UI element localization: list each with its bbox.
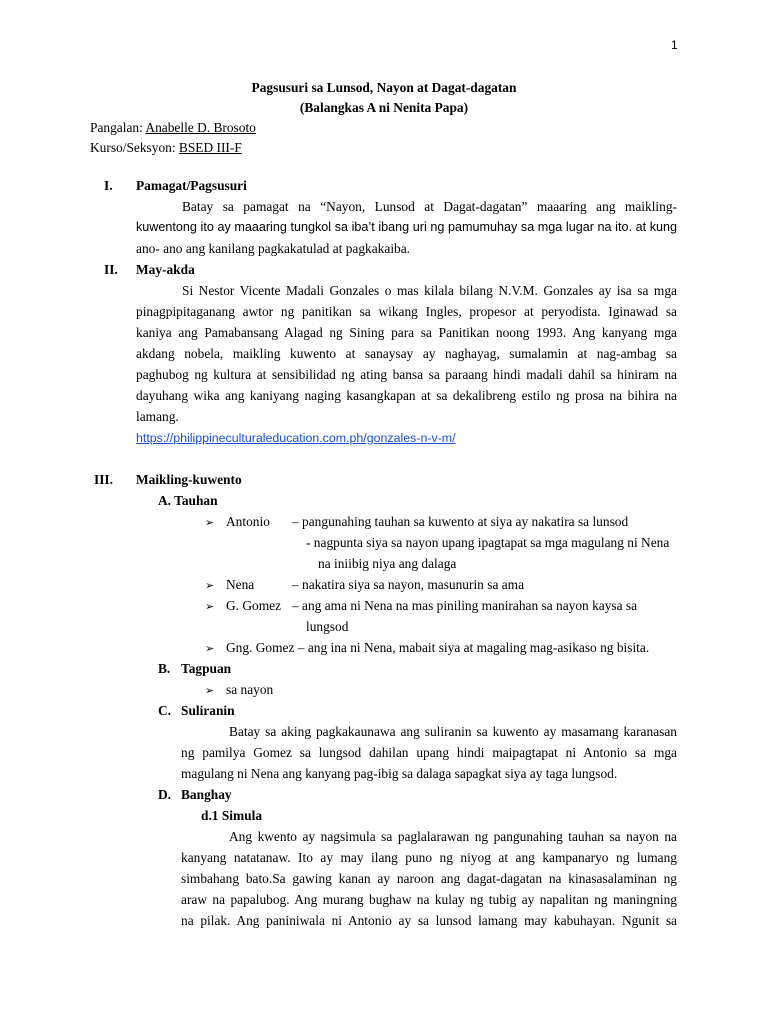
character-desc-antonio: - nagpunta siya sa nayon upang ipagtapat sa mga magulang ni Nena bbox=[306, 535, 670, 550]
section-2-text-line: Si Nestor Vicente Madali Gonzales o mas kilala bilang N.V.M. Gonzales ay isa sa mga bbox=[182, 283, 677, 298]
character-name-g-gomez: G. Gomez bbox=[226, 598, 282, 613]
character-desc-antonio: – pangunahing tauhan sa kuwento at siya ay nakatira sa lunsod bbox=[292, 514, 629, 529]
character-desc-antonio: na iniibig niya ang dalaga bbox=[318, 556, 457, 571]
section-1-text-line: ano- ano ang kanilang pagkakatulad at pagkakaiba. bbox=[136, 241, 411, 256]
subsection-c-text-line: Batay sa aking pagkakaunawa ang suliranin sa kuwento ay masamang karanasan bbox=[229, 724, 677, 739]
setting-item: sa nayon bbox=[226, 682, 274, 697]
character-desc-g-gomez: lungsod bbox=[306, 619, 349, 634]
subsection-d1-text-line: simbahang bato.Sa gawing kanan ay naroon ang dagat-dagatan na kinasasalaminan ng bbox=[181, 871, 677, 886]
course-label: Kurso/Seksyon: bbox=[90, 140, 179, 155]
section-2-numeral: II. bbox=[104, 262, 118, 277]
subsection-d1-text-line: araw na papalubog. Ang murang bughaw na kulay ng tubig ay napalitan ng maningning bbox=[181, 892, 677, 907]
bullet-arrow-icon: ➢ bbox=[205, 643, 215, 655]
subsection-d1-text-line: na pilak. Ang paniniwala ni Antonio ay sa lunsod lamang may kabuhayan. Ngunit sa bbox=[181, 913, 677, 928]
section-1-heading: Pamagat/Pagsusuri bbox=[136, 178, 247, 193]
bullet-arrow-icon: ➢ bbox=[205, 685, 215, 697]
section-3-heading: Maikling-kuwento bbox=[136, 472, 242, 487]
subsection-d-heading: Banghay bbox=[181, 787, 232, 802]
document-subtitle: (Balangkas A ni Nenita Papa) bbox=[299, 100, 469, 115]
subsection-c-text-line: ng pamilya Gomez sa lungsod dahilan upang hindi maipagtapat ni Antonio sa mga bbox=[181, 745, 677, 760]
section-2-text-line: dayuhang wika ang kaniyang naging kasangkapan at sa dekalibreng estilo ng prosa na bihira na bbox=[136, 388, 677, 403]
bullet-arrow-icon: ➢ bbox=[205, 517, 215, 529]
section-1-numeral: I. bbox=[104, 178, 113, 193]
section-2-text-line: paghubog ng kultura at sensibilidad ng ating bansa sa paraang hindi madali dahil sa hiniram na bbox=[136, 367, 677, 382]
character-name-nena: Nena bbox=[226, 577, 255, 592]
character-gng-gomez: Gng. Gomez – ang ina ni Nena, mabait siya at magaling mag-asikaso ng bisita. bbox=[226, 640, 650, 655]
character-desc-nena: – nakatira siya sa nayon, masunurin sa ama bbox=[292, 577, 525, 592]
name-value: Anabelle D. Brosoto bbox=[145, 120, 256, 135]
subsection-c-letter: C. bbox=[158, 703, 172, 718]
name-line bbox=[90, 120, 256, 136]
course-line bbox=[90, 140, 242, 156]
section-1-text-line: kuwentong ito ay maaaring tungkol sa iba’t ibang uri ng pamumuhay sa mga lugar na ito. at kung bbox=[136, 220, 677, 234]
subsection-d1-text-line: kanyang natatanaw. Ito ay may ilang puno ng niyog at ang kampanaryo ng lumang bbox=[181, 850, 677, 865]
section-2-text-line: pinagpipitaganang awtor ng panitikan sa wikang Ingles, propesor at peryodista. Iginawad sa bbox=[136, 304, 677, 319]
subsection-c-heading: Suliranin bbox=[181, 703, 235, 718]
page-number: 1 bbox=[671, 38, 678, 52]
section-2-heading: May-akda bbox=[136, 262, 195, 277]
course-value: BSED III-F bbox=[178, 140, 242, 155]
subsection-b-heading: Tagpuan bbox=[181, 661, 232, 676]
bullet-arrow-icon: ➢ bbox=[205, 601, 215, 613]
document-title: Pagsusuri sa Lunsod, Nayon at Dagat-dagatan bbox=[251, 80, 517, 95]
source-link[interactable]: https://philippineculturaleducation.com.ph/gonzales-n-v-m/ bbox=[136, 431, 456, 445]
character-desc-g-gomez: – ang ama ni Nena na mas piniling manirahan sa nayon kaysa sa bbox=[292, 598, 638, 613]
section-2-text-line: akdang nobela, maikling kuwento at sanaysay ay naghayag, sumalamin at nag-ambag sa bbox=[136, 346, 677, 361]
section-3-numeral: III. bbox=[94, 472, 113, 487]
character-name-antonio: Antonio bbox=[226, 514, 270, 529]
section-2-text-line: kaniya ang Pamabansang Alagad ng Sining para sa Panitikan noong 1993. Ang kanyang mga bbox=[136, 325, 677, 340]
name-label: Pangalan: bbox=[90, 120, 146, 135]
subsection-d1-text-line: Ang kwento ay nagsimula sa paglalarawan ng pangunahing tauhan sa nayon na bbox=[229, 829, 677, 844]
subsection-b-letter: B. bbox=[158, 661, 171, 676]
subsection-d-letter: D. bbox=[158, 787, 172, 802]
section-2-text-line: lamang. bbox=[136, 409, 179, 424]
subsection-a-heading: A. Tauhan bbox=[158, 493, 218, 508]
subsection-c-text-line: magulang ni Nena ang kanyang pag-ibig sa dalaga sapagkat siya ay taga lungsod. bbox=[181, 766, 618, 781]
bullet-arrow-icon: ➢ bbox=[205, 580, 215, 592]
subsection-d1-heading: d.1 Simula bbox=[201, 808, 263, 823]
section-1-text-line: Batay sa pamagat na “Nayon, Lunsod at Dagat-dagatan” maaaring ang maikling- bbox=[182, 199, 677, 214]
